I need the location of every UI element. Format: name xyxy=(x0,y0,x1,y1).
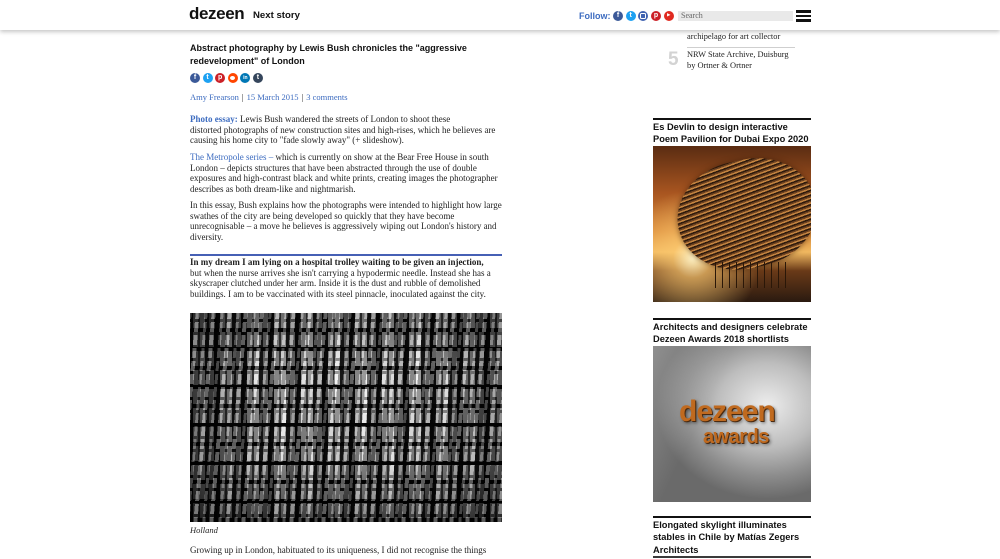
section-divider xyxy=(190,254,502,256)
text-line: diversity. xyxy=(190,232,224,243)
byline-separator: | xyxy=(301,92,304,102)
text-line: causing his home city to "fade slowly away" (+ slideshow). xyxy=(190,135,404,146)
text-line: exposures and high-contrast black and white prints, creating images the photographer xyxy=(190,173,498,184)
story-title-link[interactable] xyxy=(653,320,811,346)
text-line: In this essay, Bush explains how the photographs were intended to highlight how large xyxy=(190,200,502,210)
text-line: London – depicts structures that have been abstracted through the use of double xyxy=(190,162,477,173)
twitter-icon[interactable] xyxy=(203,73,213,83)
list-divider xyxy=(687,47,795,48)
text-segment: which is currently on show at the Bear Free House in south xyxy=(273,152,489,162)
text-line: In my dream I am lying on a hospital trolley waiting to be given an injection, xyxy=(190,257,484,267)
story-title-line: Es Devlin to design interactive xyxy=(653,122,788,132)
facebook-icon[interactable] xyxy=(613,11,623,21)
text-line: swathes of the city are being developed so quickly that they have become xyxy=(190,210,455,221)
follow-label: Follow: xyxy=(579,11,611,21)
intro-paragraph xyxy=(190,114,502,146)
pavilion-supports xyxy=(715,262,787,288)
awards-logo-lettering: dezeen xyxy=(679,394,775,428)
sidebar-story xyxy=(653,318,811,505)
byline-separator: | xyxy=(241,92,244,102)
instagram-icon[interactable] xyxy=(638,11,648,21)
story-title-line: Architects and designers celebrate xyxy=(653,322,808,332)
double-exposure-layer xyxy=(190,313,502,522)
story-title-line: Dezeen Awards 2018 shortlists xyxy=(653,334,789,345)
byline xyxy=(190,92,348,102)
story-image[interactable] xyxy=(653,556,811,558)
metropole-series-link[interactable]: The Metropole series – xyxy=(190,152,274,162)
reddit-icon[interactable] xyxy=(228,73,238,83)
story-image[interactable] xyxy=(653,146,811,302)
story-title-line: stables in Chile by Matías Zegers xyxy=(653,532,800,543)
popular-list-item[interactable] xyxy=(687,50,789,71)
article xyxy=(190,0,502,559)
next-story-link[interactable]: Next story xyxy=(253,10,300,21)
story-title-line: Elongated skylight illuminates xyxy=(653,520,787,530)
story-title-link[interactable] xyxy=(653,120,811,146)
text-segment: Lewis Bush wandered the streets of London to shoot these xyxy=(237,114,451,124)
text-line xyxy=(190,114,502,125)
text-line: distorted photographs of new construction sites and high-rises, which he believes are xyxy=(190,124,496,135)
text-line: unrecognisable – a move he believes is aggressively wiping out London's history and xyxy=(190,221,497,232)
essay-quote-paragraph xyxy=(190,257,502,300)
pinterest-icon[interactable] xyxy=(651,11,661,21)
linkedin-icon[interactable] xyxy=(240,73,250,83)
sidebar-story xyxy=(653,516,811,559)
photo-caption: Holland xyxy=(190,525,218,535)
date-link[interactable]: 15 March 2015 xyxy=(246,92,299,102)
facebook-icon[interactable] xyxy=(190,73,200,83)
text-line: Growing up in London, habituated to its uniqueness, I did not recognise the things xyxy=(190,545,487,555)
text-line: describes as both dream-like and nightmarish. xyxy=(190,184,356,195)
text-line: buildings. I am to be vaccinated with its steel pinnacle, inoculated against the city. xyxy=(190,289,486,300)
site-header xyxy=(0,0,1000,30)
hamburger-menu-icon[interactable] xyxy=(796,10,811,22)
sidebar xyxy=(653,0,811,559)
story-title-line: Poem Pavilion for Dubai Expo 2020 xyxy=(653,134,809,145)
list-item-title-line: NRW State Archive, Duisburg xyxy=(687,50,789,59)
sidebar-story xyxy=(653,118,811,305)
text-line xyxy=(190,152,502,163)
metropole-paragraph xyxy=(190,152,502,195)
youtube-icon[interactable] xyxy=(664,11,674,21)
follow-icons xyxy=(613,11,674,21)
search-input[interactable] xyxy=(678,11,793,21)
text-line: but when the nurse arrives she isn't carrying a hypodermic needle. Instead she has a xyxy=(190,267,491,278)
share-icons xyxy=(190,73,263,83)
story-title-link[interactable] xyxy=(653,518,811,556)
tumblr-icon[interactable] xyxy=(253,73,263,83)
popular-list-item[interactable]: archipelago for art collector xyxy=(687,32,781,41)
list-item-title-line: by Ortner & Ortner xyxy=(687,60,752,70)
author-link[interactable]: Amy Frearson xyxy=(190,92,239,102)
awards-logo-lettering: awards xyxy=(703,425,769,448)
article-title: Abstract photography by Lewis Bush chronicles the "aggressive redevelopment" of London xyxy=(190,43,467,66)
menu-bar xyxy=(796,19,811,22)
photo-essay-link[interactable]: Photo essay: xyxy=(190,114,238,124)
essay-paragraph xyxy=(190,200,502,243)
body-paragraph xyxy=(190,545,502,556)
story-title-line: Architects xyxy=(653,544,699,555)
menu-bar xyxy=(796,15,811,18)
menu-bar xyxy=(796,10,811,13)
popular-rank-number: 5 xyxy=(668,49,679,70)
twitter-icon[interactable] xyxy=(626,11,636,21)
story-image[interactable] xyxy=(653,346,811,502)
comments-link[interactable]: 3 comments xyxy=(306,92,348,102)
article-photo[interactable] xyxy=(190,313,502,522)
pinterest-icon[interactable] xyxy=(215,73,225,83)
dezeen-logo[interactable]: dezeen xyxy=(189,4,245,23)
text-line: skyscraper clutched under her arm. Inside it is the dust and rubble of demolished xyxy=(190,278,481,289)
